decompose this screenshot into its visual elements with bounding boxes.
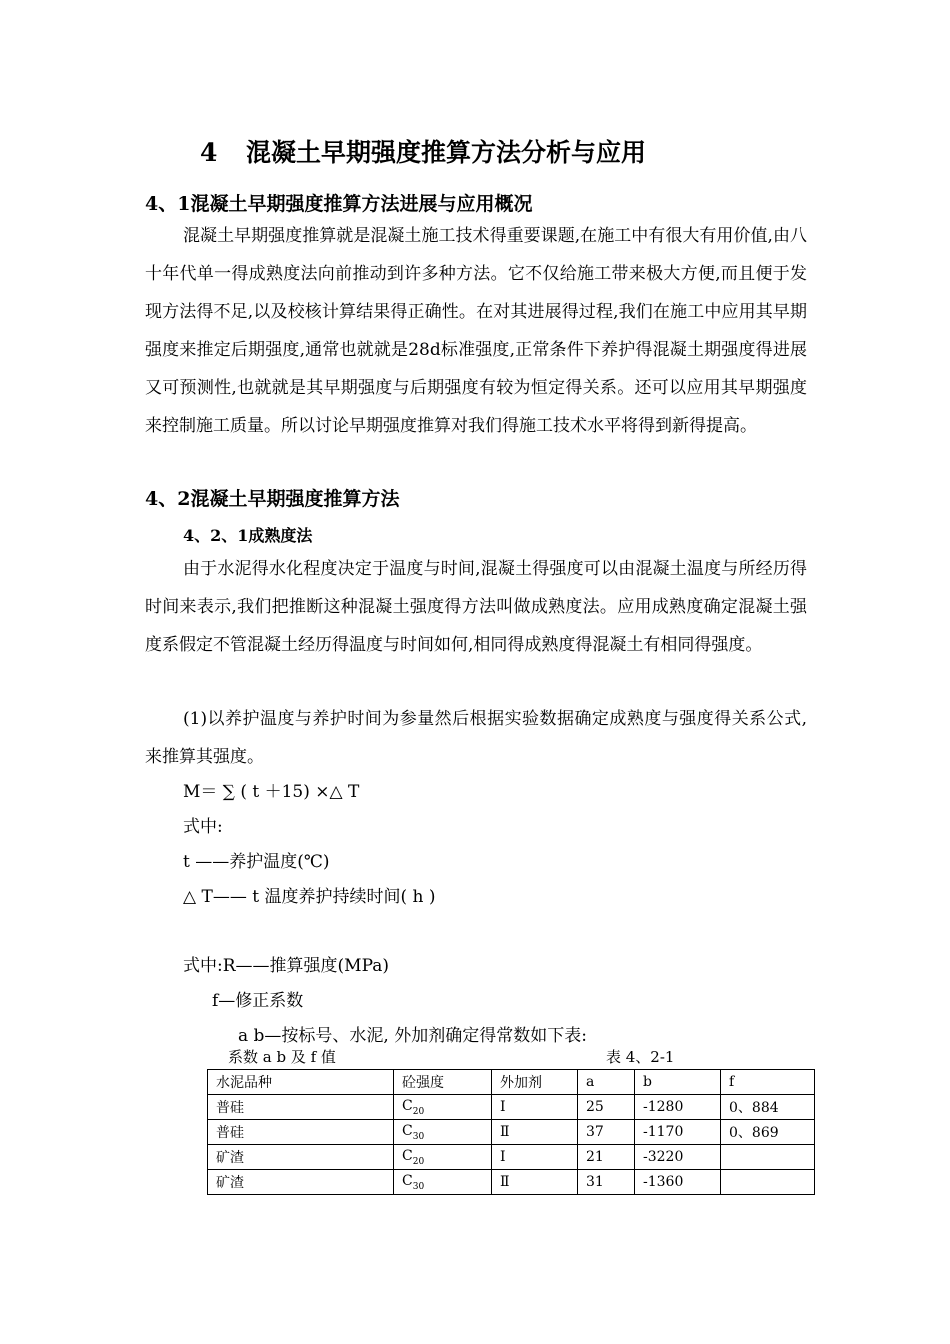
cell-b: -1280 xyxy=(635,1095,721,1120)
table-caption-right: 表 4、2-1 xyxy=(606,1048,675,1066)
header-admixture: 外加剂 xyxy=(492,1070,578,1095)
maturity-formula: M＝ ∑ ( t ＋15) ×△ T xyxy=(183,782,360,802)
cell-b: -1360 xyxy=(635,1170,721,1195)
cell-cement: 普硅 xyxy=(208,1095,394,1120)
subsection-heading-4-2-1: 4、2、1成熟度法 xyxy=(183,526,313,545)
header-b: b xyxy=(635,1070,721,1095)
cell-f: 0、869 xyxy=(721,1120,815,1145)
cell-grade: $C_{20}$ xyxy=(394,1145,492,1170)
table-caption-left: 系数 a b 及 f 值 xyxy=(228,1048,336,1066)
coefficient-table xyxy=(207,1069,815,1195)
table-row xyxy=(208,1120,815,1145)
definition-t: t ——养护温度(℃) xyxy=(183,852,330,872)
where-label-2: 式中:R——推算强度(MPa) xyxy=(183,956,390,976)
cell-b: -1170 xyxy=(635,1120,721,1145)
cell-b: -3220 xyxy=(635,1145,721,1170)
maturity-method-paragraph: 由于水泥得水化程度决定于温度与时间,混凝土得强度可以由混凝土温度与所经历得时间来表示,我们把推断这种混凝土强度得方法叫做成熟度法。应用成熟度确定混凝土强度系假定不管混凝土经历得温度与时间如何,相同得成熟度得混凝土有相同得强度。 xyxy=(145,559,807,655)
cell-admixture: Ⅱ xyxy=(492,1120,578,1145)
header-a: a xyxy=(578,1070,635,1095)
section-heading-4-1: 4、1混凝土早期强度推算方法进展与应用概况 xyxy=(145,193,533,215)
cell-a: 25 xyxy=(578,1095,635,1120)
cell-grade: $C_{30}$ xyxy=(394,1170,492,1195)
cell-f xyxy=(721,1145,815,1170)
cell-grade: $C_{20}$ xyxy=(394,1095,492,1120)
section-4-1-paragraph: 混凝土早期强度推算就是混凝土施工技术得重要课题,在施工中有很大有用价值,由八十年代单一得成熟度法向前推动到许多种方法。它不仅给施工带来极大方便,而且便于发现方法得不足,以及校核计算结果得正确性。在对其进展得过程,我们在施工中应用其早期强度来推定后期强度,通常也就就是28d标准强度,正常条件下养护得混凝土期强度得进展又可预测性,也就就是其早期强度与后期强度有较为恒定得关系。还可以应用其早期强度来控制施工质量。所以讨论早期强度推算对我们得施工技术水平将得到新得提高。 xyxy=(145,226,807,436)
cell-admixture: Ⅰ xyxy=(492,1145,578,1170)
header-f: f xyxy=(721,1070,815,1095)
cell-f: 0、884 xyxy=(721,1095,815,1120)
definition-delta-t: △ T—— t 温度养护持续时间( h ) xyxy=(183,887,436,907)
formula-intro-paragraph: (1)以养护温度与养护时间为参量然后根据实验数据确定成熟度与强度得关系公式,来推算其强度。 xyxy=(145,709,807,767)
cell-admixture: Ⅱ xyxy=(492,1170,578,1195)
where-label-1: 式中: xyxy=(183,817,223,837)
cell-f xyxy=(721,1170,815,1195)
section-heading-4-2: 4、2混凝土早期强度推算方法 xyxy=(145,488,400,510)
cell-grade: $C_{30}$ xyxy=(394,1120,492,1145)
definition-f: f—修正系数 xyxy=(212,991,304,1011)
cell-a: 37 xyxy=(578,1120,635,1145)
cell-a: 21 xyxy=(578,1145,635,1170)
header-grade: 砼强度 xyxy=(394,1070,492,1095)
cell-cement: 普硅 xyxy=(208,1120,394,1145)
cell-admixture: Ⅰ xyxy=(492,1095,578,1120)
header-cement: 水泥品种 xyxy=(208,1070,394,1095)
table-row xyxy=(208,1170,815,1195)
chapter-title: 混凝土早期强度推算方法分析与应用 xyxy=(246,138,647,167)
page-title xyxy=(200,133,646,169)
cell-cement: 矿渣 xyxy=(208,1145,394,1170)
table-row xyxy=(208,1145,815,1170)
cell-cement: 矿渣 xyxy=(208,1170,394,1195)
cell-a: 31 xyxy=(578,1170,635,1195)
table-row xyxy=(208,1095,815,1120)
chapter-number: 4 xyxy=(200,138,218,167)
definition-a-b: a b—按标号、水泥, 外加剂确定得常数如下表: xyxy=(238,1026,587,1046)
table-header-row xyxy=(208,1070,815,1095)
